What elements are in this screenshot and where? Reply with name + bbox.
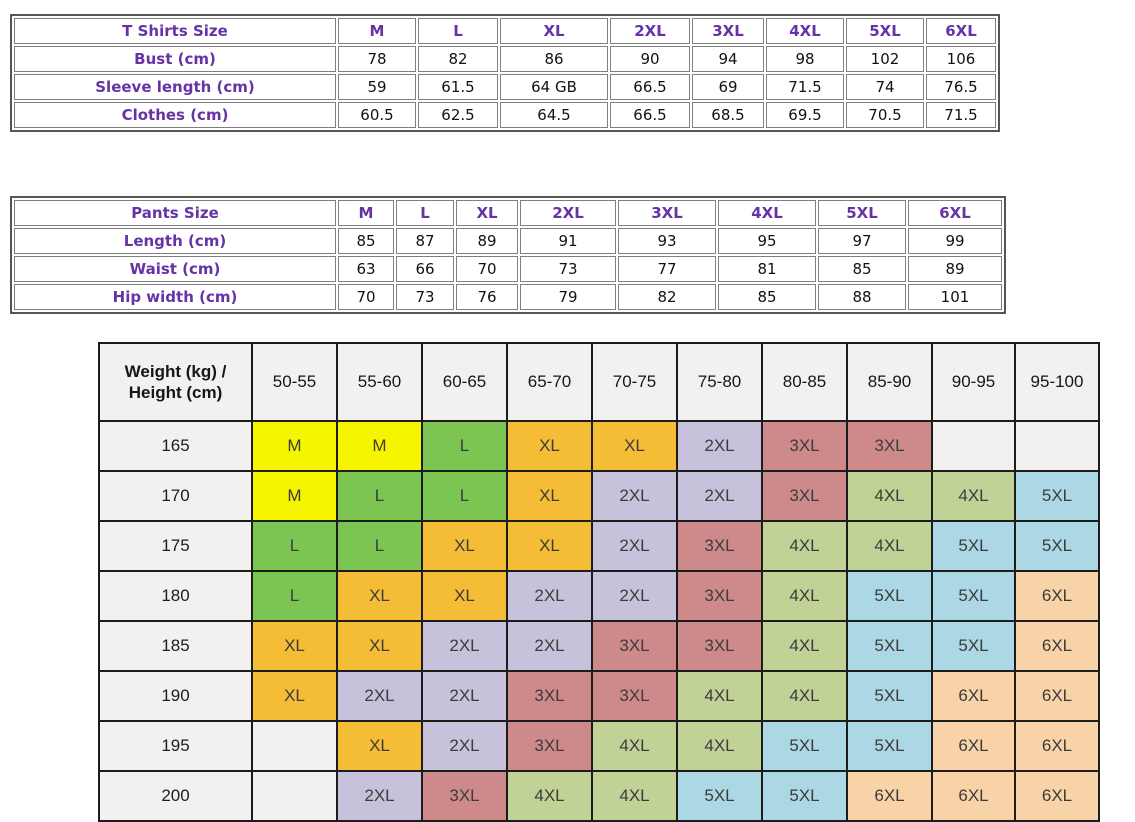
matrix-size-cell: 5XL — [1015, 521, 1099, 571]
tshirt-value-cell: 106 — [926, 46, 996, 72]
tshirt-value-cell: 60.5 — [338, 102, 416, 128]
tshirt-value-cell: 102 — [846, 46, 924, 72]
pants-value-cell: 89 — [908, 256, 1002, 282]
pants-value-cell: 85 — [718, 284, 816, 310]
matrix-size-cell: 3XL — [507, 721, 592, 771]
tshirt-row-label: Sleeve length (cm) — [14, 74, 336, 100]
matrix-height-label: 200 — [99, 771, 252, 821]
matrix-size-cell: XL — [252, 671, 337, 721]
pants-value-cell: 70 — [338, 284, 394, 310]
tshirt-title-cell: T Shirts Size — [14, 18, 336, 44]
matrix-size-cell: XL — [507, 471, 592, 521]
matrix-height-label: 180 — [99, 571, 252, 621]
tshirt-value-cell: 94 — [692, 46, 764, 72]
matrix-size-cell: 3XL — [592, 671, 677, 721]
matrix-weight-header: 60-65 — [422, 343, 507, 421]
matrix-size-cell: 5XL — [847, 671, 932, 721]
tshirt-value-cell: 66.5 — [610, 102, 690, 128]
matrix-size-cell: 5XL — [932, 571, 1015, 621]
matrix-size-cell: 5XL — [932, 621, 1015, 671]
pants-size-header: M — [338, 200, 394, 226]
matrix-size-cell: 2XL — [337, 671, 422, 721]
matrix-size-cell: 4XL — [847, 521, 932, 571]
matrix-size-cell: M — [337, 421, 422, 471]
matrix-height-label: 175 — [99, 521, 252, 571]
matrix-weight-header: 50-55 — [252, 343, 337, 421]
matrix-size-cell: L — [422, 471, 507, 521]
pants-value-cell: 73 — [396, 284, 454, 310]
pants-value-cell: 63 — [338, 256, 394, 282]
tshirt-size-header: 5XL — [846, 18, 924, 44]
matrix-weight-header: 85-90 — [847, 343, 932, 421]
weight-height-size-matrix — [98, 342, 1100, 822]
matrix-size-cell: 3XL — [762, 421, 847, 471]
matrix-size-cell: 3XL — [677, 621, 762, 671]
pants-size-header: 6XL — [908, 200, 1002, 226]
tshirt-value-cell: 76.5 — [926, 74, 996, 100]
tshirt-size-header: 4XL — [766, 18, 844, 44]
matrix-size-cell: 5XL — [932, 521, 1015, 571]
tshirt-value-cell: 59 — [338, 74, 416, 100]
matrix-size-cell: 4XL — [592, 771, 677, 821]
matrix-size-cell: 4XL — [592, 721, 677, 771]
matrix-size-cell: XL — [422, 571, 507, 621]
matrix-size-cell: 4XL — [677, 721, 762, 771]
matrix-size-cell: L — [337, 521, 422, 571]
matrix-size-cell: XL — [337, 621, 422, 671]
matrix-size-cell: 2XL — [337, 771, 422, 821]
pants-value-cell: 82 — [618, 284, 716, 310]
tshirt-value-cell: 71.5 — [926, 102, 996, 128]
tshirt-value-cell: 98 — [766, 46, 844, 72]
tshirt-value-cell: 82 — [418, 46, 498, 72]
matrix-size-cell: 4XL — [932, 471, 1015, 521]
matrix-size-cell: 3XL — [507, 671, 592, 721]
matrix-weight-header: 75-80 — [677, 343, 762, 421]
matrix-height-label: 185 — [99, 621, 252, 671]
matrix-size-cell: 6XL — [1015, 771, 1099, 821]
matrix-empty-cell — [252, 721, 337, 771]
matrix-size-cell: 3XL — [762, 471, 847, 521]
pants-row-label: Length (cm) — [14, 228, 336, 254]
pants-size-table — [10, 196, 1006, 314]
tshirt-size-header: L — [418, 18, 498, 44]
matrix-size-cell: 6XL — [1015, 571, 1099, 621]
tshirt-size-table — [10, 14, 1000, 132]
tshirt-value-cell: 69.5 — [766, 102, 844, 128]
matrix-size-cell: XL — [507, 521, 592, 571]
tshirt-size-header: XL — [500, 18, 608, 44]
matrix-size-cell: 4XL — [762, 521, 847, 571]
matrix-size-cell: XL — [592, 421, 677, 471]
tshirt-size-header: M — [338, 18, 416, 44]
matrix-size-cell: 6XL — [1015, 671, 1099, 721]
matrix-size-cell: L — [422, 421, 507, 471]
matrix-empty-cell — [252, 771, 337, 821]
matrix-size-cell: 4XL — [762, 621, 847, 671]
tshirt-value-cell: 78 — [338, 46, 416, 72]
matrix-size-cell: 2XL — [507, 621, 592, 671]
tshirt-row-label: Clothes (cm) — [14, 102, 336, 128]
matrix-size-cell: 4XL — [507, 771, 592, 821]
matrix-size-cell: XL — [507, 421, 592, 471]
matrix-size-cell: 5XL — [1015, 471, 1099, 521]
matrix-size-cell: XL — [422, 521, 507, 571]
matrix-size-cell: 5XL — [762, 721, 847, 771]
matrix-size-cell: 6XL — [932, 721, 1015, 771]
tshirt-value-cell: 71.5 — [766, 74, 844, 100]
matrix-size-cell: 2XL — [507, 571, 592, 621]
matrix-size-cell: 2XL — [677, 471, 762, 521]
matrix-size-cell: XL — [337, 571, 422, 621]
matrix-size-cell: 6XL — [1015, 621, 1099, 671]
pants-size-header: 2XL — [520, 200, 616, 226]
tshirt-value-cell: 70.5 — [846, 102, 924, 128]
matrix-size-cell: 2XL — [677, 421, 762, 471]
pants-value-cell: 81 — [718, 256, 816, 282]
matrix-size-cell: 6XL — [847, 771, 932, 821]
pants-value-cell: 101 — [908, 284, 1002, 310]
matrix-size-cell: 2XL — [592, 521, 677, 571]
tshirt-size-header: 3XL — [692, 18, 764, 44]
pants-value-cell: 66 — [396, 256, 454, 282]
tshirt-row-label: Bust (cm) — [14, 46, 336, 72]
pants-value-cell: 85 — [338, 228, 394, 254]
matrix-size-cell: 2XL — [422, 721, 507, 771]
pants-value-cell: 99 — [908, 228, 1002, 254]
matrix-weight-header: 55-60 — [337, 343, 422, 421]
tshirt-size-header: 2XL — [610, 18, 690, 44]
matrix-weight-header: 90-95 — [932, 343, 1015, 421]
matrix-size-cell: L — [337, 471, 422, 521]
matrix-size-cell: 3XL — [677, 571, 762, 621]
matrix-size-cell: 3XL — [592, 621, 677, 671]
pants-size-header: 4XL — [718, 200, 816, 226]
matrix-size-cell: 5XL — [677, 771, 762, 821]
pants-value-cell: 91 — [520, 228, 616, 254]
tshirt-value-cell: 62.5 — [418, 102, 498, 128]
matrix-height-label: 190 — [99, 671, 252, 721]
matrix-weight-header: 70-75 — [592, 343, 677, 421]
matrix-size-cell: 3XL — [847, 421, 932, 471]
matrix-size-cell: L — [252, 521, 337, 571]
pants-size-header: L — [396, 200, 454, 226]
pants-value-cell: 79 — [520, 284, 616, 310]
pants-value-cell: 97 — [818, 228, 906, 254]
pants-value-cell: 73 — [520, 256, 616, 282]
matrix-empty-cell — [1015, 421, 1099, 471]
matrix-size-cell: 5XL — [847, 571, 932, 621]
pants-row-label: Hip width (cm) — [14, 284, 336, 310]
matrix-height-label: 195 — [99, 721, 252, 771]
pants-value-cell: 93 — [618, 228, 716, 254]
matrix-size-cell: 5XL — [762, 771, 847, 821]
pants-value-cell: 88 — [818, 284, 906, 310]
matrix-size-cell: 2XL — [592, 471, 677, 521]
pants-value-cell: 95 — [718, 228, 816, 254]
pants-row-label: Waist (cm) — [14, 256, 336, 282]
tshirt-size-header: 6XL — [926, 18, 996, 44]
matrix-weight-header: 80-85 — [762, 343, 847, 421]
pants-title-cell: Pants Size — [14, 200, 336, 226]
matrix-size-cell: M — [252, 471, 337, 521]
pants-value-cell: 87 — [396, 228, 454, 254]
matrix-size-cell: 6XL — [932, 771, 1015, 821]
matrix-size-cell: 4XL — [762, 671, 847, 721]
tshirt-value-cell: 61.5 — [418, 74, 498, 100]
pants-value-cell: 89 — [456, 228, 518, 254]
matrix-height-label: 170 — [99, 471, 252, 521]
matrix-size-cell: 3XL — [422, 771, 507, 821]
matrix-size-cell: 6XL — [932, 671, 1015, 721]
tshirt-value-cell: 64.5 — [500, 102, 608, 128]
matrix-size-cell: 2XL — [592, 571, 677, 621]
pants-value-cell: 70 — [456, 256, 518, 282]
pants-size-header: 3XL — [618, 200, 716, 226]
matrix-height-label: 165 — [99, 421, 252, 471]
matrix-empty-cell — [932, 421, 1015, 471]
pants-size-header: XL — [456, 200, 518, 226]
matrix-weight-header: 65-70 — [507, 343, 592, 421]
tshirt-value-cell: 69 — [692, 74, 764, 100]
tshirt-value-cell: 68.5 — [692, 102, 764, 128]
matrix-size-cell: 2XL — [422, 671, 507, 721]
pants-value-cell: 77 — [618, 256, 716, 282]
tshirt-value-cell: 66.5 — [610, 74, 690, 100]
pants-value-cell: 76 — [456, 284, 518, 310]
matrix-size-cell: XL — [337, 721, 422, 771]
matrix-size-cell: 5XL — [847, 621, 932, 671]
matrix-size-cell: L — [252, 571, 337, 621]
matrix-size-cell: 5XL — [847, 721, 932, 771]
matrix-size-cell: XL — [252, 621, 337, 671]
tshirt-value-cell: 90 — [610, 46, 690, 72]
matrix-corner-label: Weight (kg) / Height (cm) — [99, 343, 252, 421]
matrix-size-cell: 3XL — [677, 521, 762, 571]
tshirt-value-cell: 74 — [846, 74, 924, 100]
matrix-size-cell: 4XL — [847, 471, 932, 521]
matrix-size-cell: 4XL — [677, 671, 762, 721]
matrix-size-cell: 2XL — [422, 621, 507, 671]
pants-value-cell: 85 — [818, 256, 906, 282]
matrix-weight-header: 95-100 — [1015, 343, 1099, 421]
tshirt-value-cell: 86 — [500, 46, 608, 72]
matrix-size-cell: 4XL — [762, 571, 847, 621]
pants-size-header: 5XL — [818, 200, 906, 226]
matrix-size-cell: 6XL — [1015, 721, 1099, 771]
tshirt-value-cell: 64 GB — [500, 74, 608, 100]
matrix-size-cell: M — [252, 421, 337, 471]
